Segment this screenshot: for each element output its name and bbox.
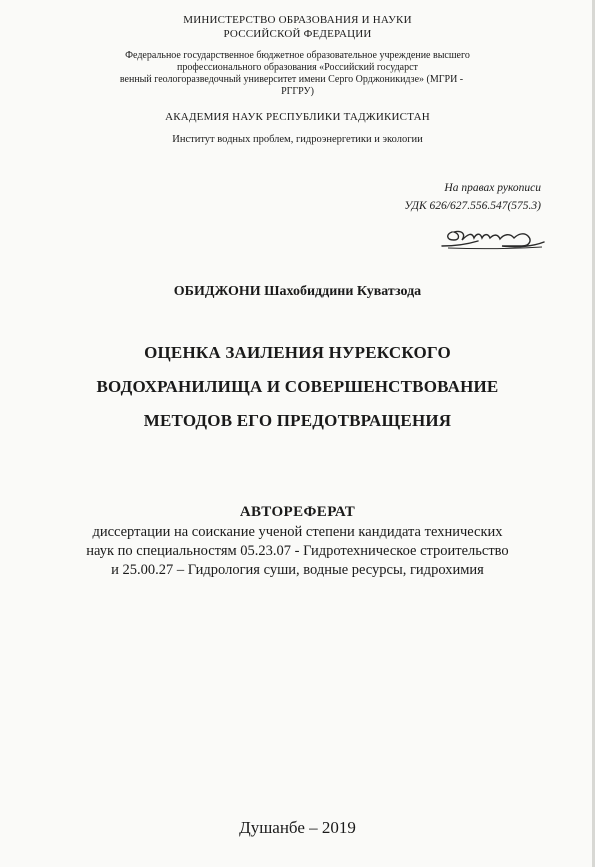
- university-line-1: Федеральное государственное бюджетное образовательное учреждение высшего: [125, 50, 470, 61]
- manuscript-rights: На правах рукописи: [444, 182, 541, 194]
- university-line-2: профессионального образования «Российский государст: [177, 62, 418, 73]
- abstract-line-3: и 25.00.27 – Гидрология суши, водные ресурсы, гидрохимия: [111, 562, 484, 578]
- city-year: Душанбе – 2019: [239, 818, 356, 837]
- title-line-1: ОЦЕНКА ЗАИЛЕНИЯ НУРЕКСКОГО: [144, 343, 451, 362]
- university-line-4: РГГРУ): [281, 86, 314, 97]
- author-signature: [438, 224, 548, 252]
- university-line-3: венный геологоразведочный университет имени Серго Орджоникидзе» (МГРИ -: [119, 74, 464, 85]
- ministry-line-1: МИНИСТЕРСТВО ОБРАЗОВАНИЯ И НАУКИ: [183, 14, 412, 26]
- title-line-3: МЕТОДОВ ЕГО ПРЕДОТВРАЩЕНИЯ: [143, 411, 452, 430]
- institute-name: Институт водных проблем, гидроэнергетики и экологии: [172, 134, 423, 145]
- title-line-2: ВОДОХРАНИЛИЩА И СОВЕРШЕНСТВОВАНИЕ: [96, 377, 499, 396]
- abstract-line-2: наук по специальностям 05.23.07 - Гидротехническое строительство: [86, 543, 509, 559]
- abstract-line-1: диссертации на соискание ученой степени кандидата технических: [92, 524, 503, 540]
- author-given-names: Шахобиддини Куватзода: [264, 284, 422, 299]
- author-name: [0, 284, 595, 300]
- udk-code: УДК 626/627.556.547(575.3): [404, 200, 541, 212]
- ministry-line-2: РОССИЙСКОЙ ФЕДЕРАЦИИ: [223, 28, 372, 40]
- abstract-heading: АВТОРЕФЕРАТ: [239, 504, 356, 520]
- academy-name: АКАДЕМИЯ НАУК РЕСПУБЛИКИ ТАДЖИКИСТАН: [165, 111, 430, 123]
- author-surname: ОБИДЖОНИ: [173, 284, 261, 299]
